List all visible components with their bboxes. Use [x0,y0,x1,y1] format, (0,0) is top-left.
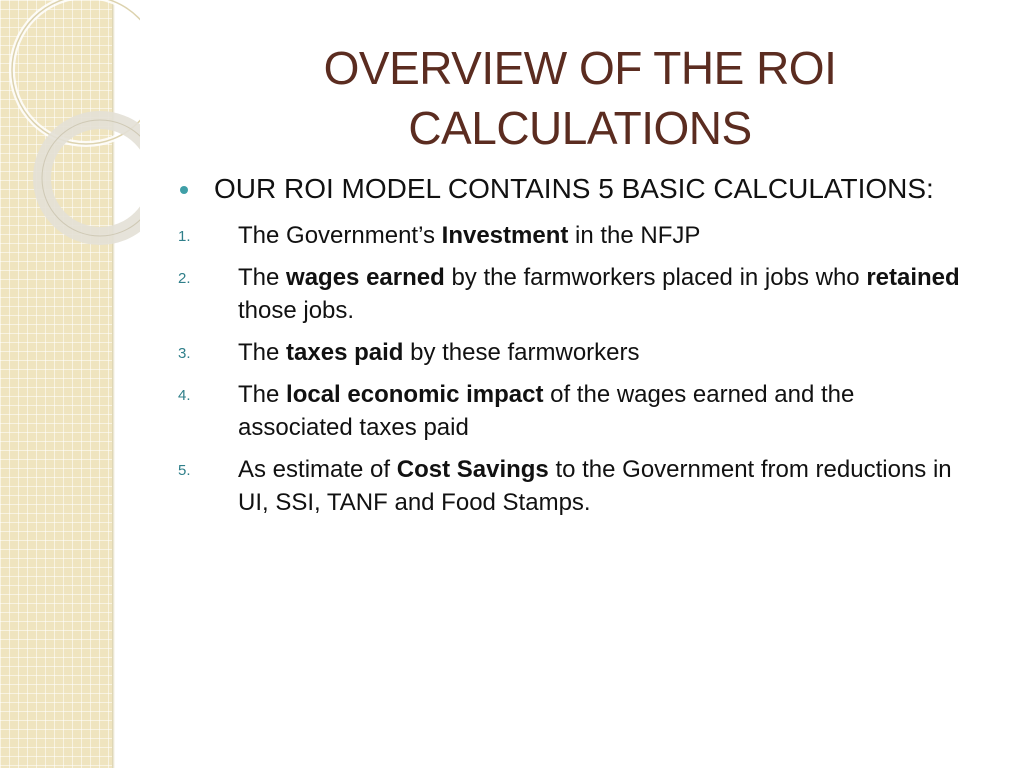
list-item-text-segment: The Government’s [238,222,442,249]
bullet-dot-icon [180,186,188,194]
slide-body [178,170,968,528]
list-item [178,453,968,519]
list-item-text [238,336,640,369]
emphasis-text: taxes paid [286,339,404,366]
list-item-text-segment: by the farmworkers placed in jobs who [444,264,867,291]
main-bullet-text: OUR ROI MODEL CONTAINS 5 BASIC CALCULATIONS: [214,173,934,204]
list-item-text-segment: to the Government from reductions in UI, SSI, TANF and Food Stamps. [238,456,952,516]
slide-title: OVERVIEW OF THE ROI CALCULATIONS [323,42,837,154]
list-item-number: 3. [178,345,191,362]
list-item [178,261,968,327]
calculations-list [178,219,968,519]
list-item-text-segment: The [238,381,287,408]
list-item-text [238,261,968,327]
list-item-text-segment: of the wages earned and the associated taxes paid [238,381,855,441]
list-item-text-segment: those jobs. [238,297,355,324]
list-item-text-segment: The [238,264,287,291]
main-bullet [178,170,968,207]
list-item-number: 2. [178,270,191,287]
emphasis-text: Cost Savings [396,456,549,483]
list-item [178,219,968,252]
list-item-text [238,378,968,444]
emphasis-text: retained [866,264,960,291]
list-item-number: 5. [178,462,191,479]
list-item-text-segment: The [238,339,287,366]
list-item-number: 4. [178,387,191,404]
list-item [178,378,968,444]
emphasis-text: local economic impact [286,381,544,408]
list-item-number: 1. [178,228,191,245]
list-item [178,336,968,369]
decorative-rings-icon [0,0,140,320]
list-item-text [238,453,968,519]
emphasis-text: Investment [441,222,569,249]
list-item-text-segment: in the NFJP [568,222,701,249]
list-item-text-segment: As estimate of [238,456,397,483]
list-item-text-segment: by these farmworkers [403,339,640,366]
emphasis-text: wages earned [286,264,445,291]
list-item-text [238,219,700,252]
